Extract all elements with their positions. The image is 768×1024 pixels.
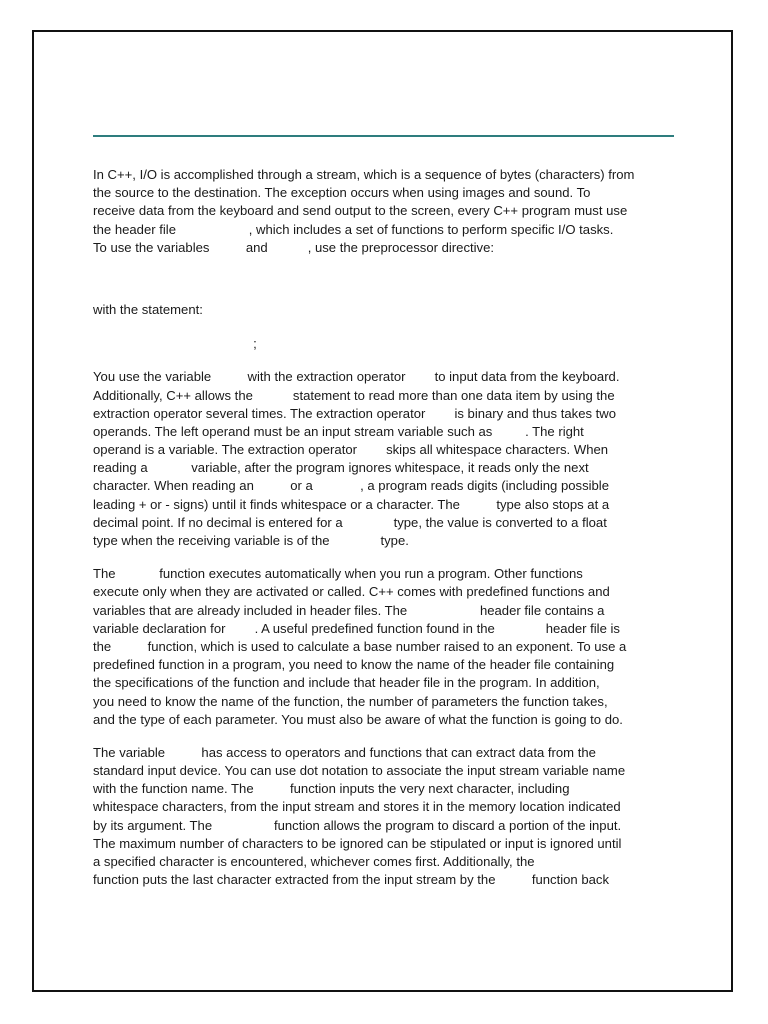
text-line: the source to the destination. The exception occurs when using images and sound. To	[93, 185, 591, 201]
text-line: operands. The left operand must be an input stream variable such as . The right	[93, 423, 584, 439]
text-line: with the statement:	[93, 301, 203, 317]
text-line: leading + or - signs) until it finds whitespace or a character. The type also stops at a	[93, 496, 610, 512]
document-body	[93, 166, 683, 889]
paragraph-1	[93, 166, 683, 257]
paragraph-2	[93, 368, 683, 550]
text-line: execute only when they are activated or called. C++ comes with predefined functions and	[93, 584, 610, 600]
text-line: variable declaration for . A useful predefined function found in the header file is	[93, 620, 620, 636]
text-line: reading a variable, after the program ignores whitespace, it reads only the next	[93, 460, 589, 476]
paragraph-4	[93, 744, 683, 890]
text-line: ;	[93, 336, 257, 352]
statement-line	[93, 335, 683, 353]
text-line: with the function name. The function inputs the very next character, including	[93, 781, 570, 797]
text-line: You use the variable with the extraction operator to input data from the keyboard.	[93, 369, 620, 385]
text-line: decimal point. If no decimal is entered for a type, the value is converted to a float	[93, 514, 607, 530]
text-line: To use the variables and , use the preprocessor directive:	[93, 239, 495, 255]
text-line: The maximum number of characters to be ignored can be stipulated or input is ignored until	[93, 835, 622, 851]
text-line: In C++, I/O is accomplished through a stream, which is a sequence of bytes (characters) from	[93, 167, 635, 182]
text-line: type when the receiving variable is of the type.	[93, 533, 409, 548]
statement-intro	[93, 301, 683, 319]
text-line: The variable has access to operators and functions that can extract data from the	[93, 744, 596, 760]
text-line: standard input device. You can use dot notation to associate the input stream variable name	[93, 763, 626, 779]
text-line: function puts the last character extracted from the input stream by the function back	[93, 872, 610, 888]
text-line: extraction operator several times. The extraction operator is binary and thus takes two	[93, 405, 617, 421]
text-line: a specified character is encountered, whichever comes first. Additionally, the	[93, 854, 535, 869]
text-line: operand is a variable. The extraction operator skips all whitespace characters. When	[93, 442, 609, 458]
text-line: character. When reading an or a , a program reads digits (including possible	[93, 478, 610, 494]
text-line: you need to know the name of the function, the number of parameters the function takes,	[93, 693, 608, 709]
header-rule	[93, 135, 674, 137]
text-line: the header file , which includes a set of functions to perform specific I/O tasks.	[93, 221, 614, 237]
text-line: by its argument. The function allows the program to discard a portion of the input.	[93, 817, 622, 833]
text-line: the function, which is used to calculate a base number raised to an exponent. To use a	[93, 638, 627, 654]
text-line: the specifications of the function and include that header file in the program. In addition,	[93, 675, 600, 691]
text-line: variables that are already included in header files. The header file contains a	[93, 602, 605, 618]
text-line: receive data from the keyboard and send output to the screen, every C++ program must use	[93, 203, 628, 219]
text-line: whitespace characters, from the input stream and stores it in the memory location indicated	[93, 799, 621, 815]
text-line: predefined function in a program, you need to know the name of the header file containing	[93, 657, 615, 673]
paragraph-3	[93, 565, 683, 729]
text-line: The function executes automatically when you run a program. Other functions	[93, 566, 583, 582]
text-line: Additionally, C++ allows the statement to read more than one data item by using the	[93, 387, 615, 403]
text-line: and the type of each parameter. You must also be aware of what the function is going to do.	[93, 711, 623, 727]
